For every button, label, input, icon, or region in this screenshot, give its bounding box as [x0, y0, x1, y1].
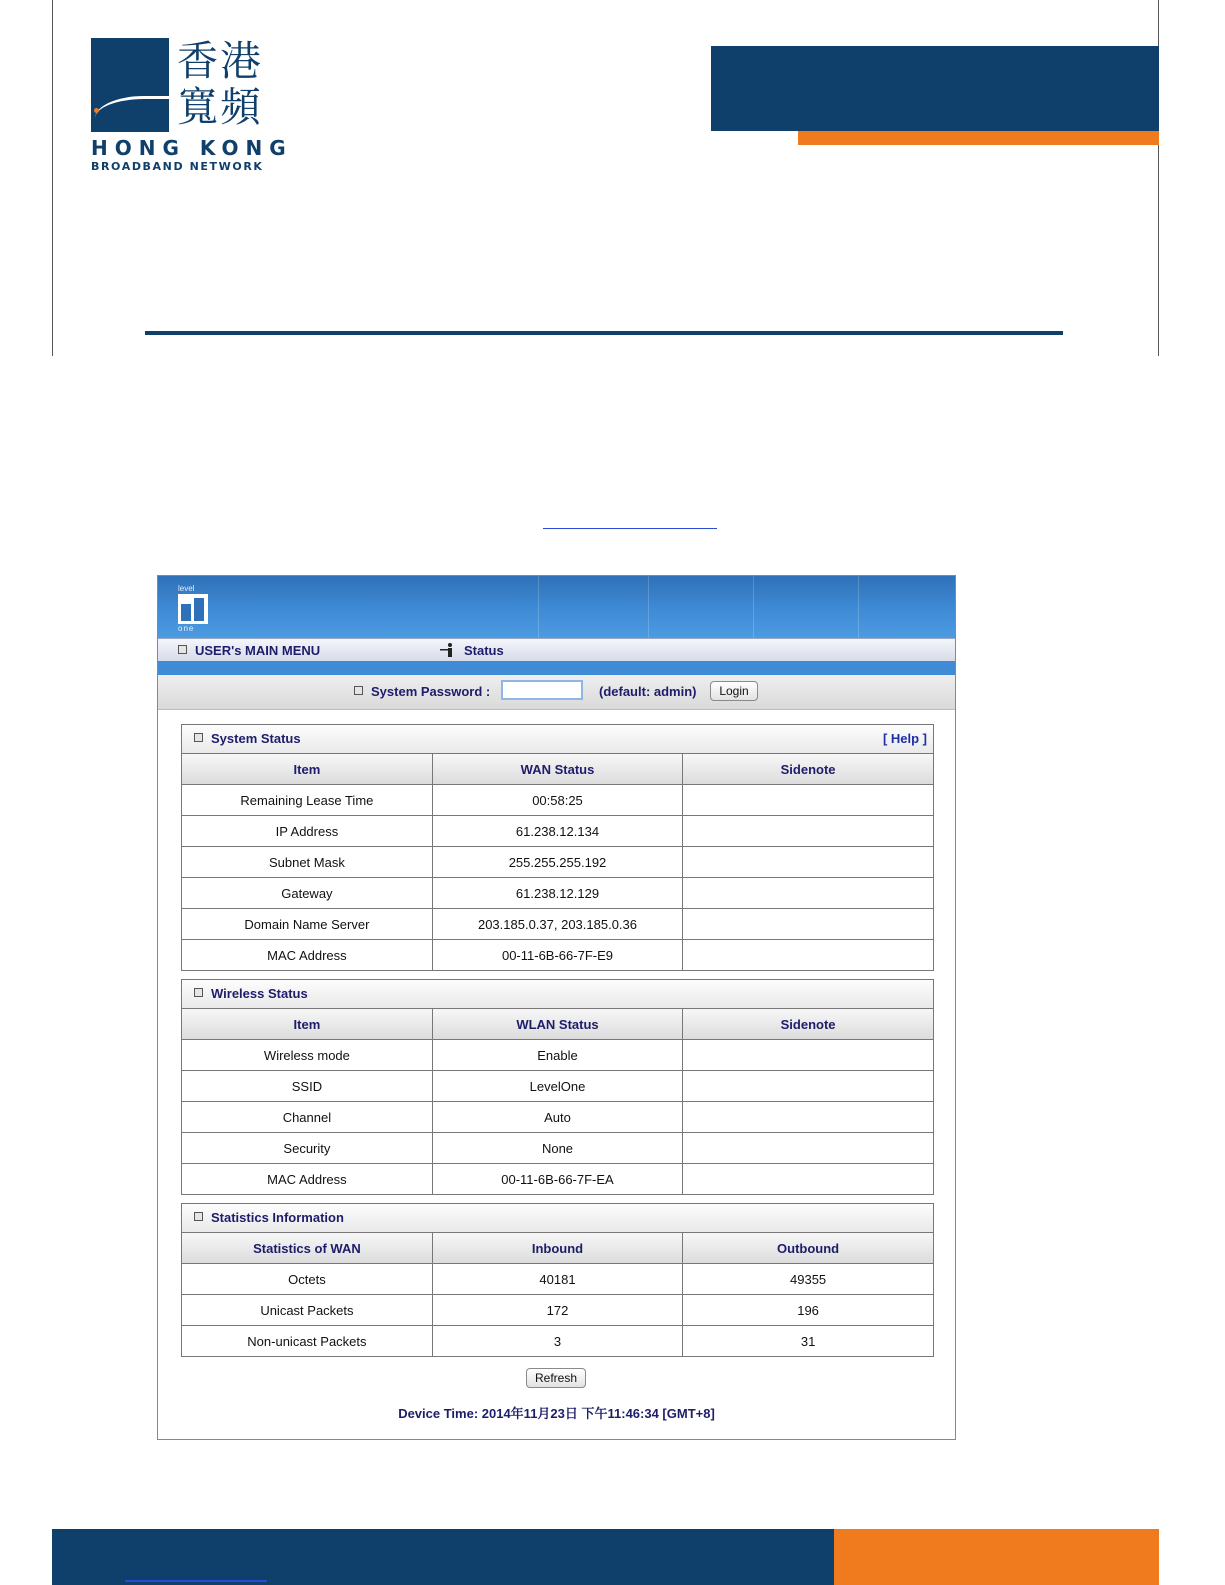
- table-cell: 00-11-6B-66-7F-EA: [432, 1164, 682, 1195]
- logo-chinese-line1: 香港: [177, 37, 263, 85]
- default-password-hint: (default: admin): [599, 684, 697, 699]
- footer-band-blue: [52, 1529, 834, 1585]
- login-button[interactable]: Login: [710, 681, 758, 701]
- bullet-icon: [194, 988, 203, 997]
- table-cell: MAC Address: [182, 1164, 432, 1195]
- logo-mark: [91, 38, 169, 132]
- header-band-orange: [798, 131, 1159, 145]
- table-cell: 203.185.0.37, 203.185.0.36: [432, 909, 682, 940]
- bullet-icon: [354, 686, 363, 695]
- table-row: [182, 816, 933, 847]
- table-cell: [683, 1040, 933, 1071]
- table-cell: 31: [683, 1326, 933, 1357]
- table-row: [182, 940, 933, 971]
- router-header: [158, 576, 955, 638]
- logo-chinese-line2: 寬頻: [177, 83, 263, 131]
- footer-link-underline[interactable]: [125, 1580, 267, 1582]
- main-menu-label: USER's MAIN MENU: [195, 643, 321, 658]
- table-cell: None: [432, 1133, 682, 1164]
- table-cell: 172: [432, 1295, 682, 1326]
- main-menu-link[interactable]: [178, 643, 320, 658]
- logo-swoosh: [95, 96, 169, 132]
- table-cell: 196: [683, 1295, 933, 1326]
- table-cell: LevelOne: [432, 1071, 682, 1102]
- logo-english-line2: BROADBAND NETWORK: [91, 160, 264, 173]
- system-status-header: [182, 725, 933, 754]
- system-status-title: [194, 731, 301, 746]
- table-cell: Wireless mode: [182, 1040, 432, 1071]
- column-header: WAN Status: [432, 754, 682, 785]
- table-row: [182, 1040, 933, 1071]
- system-status-table: [182, 754, 933, 970]
- table-cell: [683, 1102, 933, 1133]
- table-cell: Subnet Mask: [182, 847, 432, 878]
- levelone-logo-top: level: [178, 584, 195, 593]
- table-header-row: [182, 754, 933, 785]
- table-row: [182, 1295, 933, 1326]
- wireless-status-table: [182, 1009, 933, 1194]
- device-time: Device Time: 2014年11月23日 下午11:46:34 [GMT+8]: [398, 1406, 715, 1421]
- table-cell: [683, 878, 933, 909]
- levelone-logo-mark: [178, 594, 208, 624]
- refresh-button[interactable]: Refresh: [526, 1368, 586, 1388]
- person-icon: [438, 643, 456, 657]
- table-cell: 00-11-6B-66-7F-E9: [432, 940, 682, 971]
- table-cell: 40181: [432, 1264, 682, 1295]
- table-cell: [683, 940, 933, 971]
- statistics-title: [194, 1210, 344, 1225]
- login-bar: [158, 675, 955, 710]
- table-cell: [683, 785, 933, 816]
- table-cell: Unicast Packets: [182, 1295, 432, 1326]
- column-header: Sidenote: [683, 754, 933, 785]
- table-cell: Gateway: [182, 878, 432, 909]
- column-header: Sidenote: [683, 1009, 933, 1040]
- table-row: [182, 847, 933, 878]
- table-cell: 61.238.12.129: [432, 878, 682, 909]
- router-blue-band: [158, 661, 955, 675]
- table-cell: [683, 847, 933, 878]
- table-cell: [683, 1071, 933, 1102]
- table-row: [182, 1164, 933, 1195]
- table-cell: Domain Name Server: [182, 909, 432, 940]
- table-cell: Channel: [182, 1102, 432, 1133]
- statistics-header: [182, 1204, 933, 1233]
- system-status-panel: [181, 724, 934, 971]
- table-cell: Octets: [182, 1264, 432, 1295]
- table-header-row: [182, 1233, 933, 1264]
- column-header: Statistics of WAN: [182, 1233, 432, 1264]
- levelone-logo-bottom: one: [178, 624, 195, 633]
- help-link[interactable]: [ Help ]: [882, 731, 927, 746]
- hyperlink-underline[interactable]: [543, 528, 717, 529]
- table-cell: SSID: [182, 1071, 432, 1102]
- table-row: [182, 1102, 933, 1133]
- header-stripe: [538, 576, 539, 638]
- page-frame-left: [52, 0, 53, 356]
- table-cell: Security: [182, 1133, 432, 1164]
- table-cell: [683, 816, 933, 847]
- table-cell: [683, 1133, 933, 1164]
- logo-chinese: [177, 38, 272, 130]
- statistics-table: [182, 1233, 933, 1356]
- table-cell: [683, 909, 933, 940]
- header-stripe: [753, 576, 754, 638]
- column-header: WLAN Status: [432, 1009, 682, 1040]
- system-password-input[interactable]: [501, 680, 583, 700]
- statistics-panel: [181, 1203, 934, 1357]
- statistics-title-text: Statistics Information: [211, 1210, 344, 1225]
- table-cell: Non-unicast Packets: [182, 1326, 432, 1357]
- table-cell: MAC Address: [182, 940, 432, 971]
- table-header-row: [182, 1009, 933, 1040]
- footer-band-orange: [834, 1529, 1159, 1585]
- column-header: Outbound: [683, 1233, 933, 1264]
- bullet-icon: [194, 733, 203, 742]
- column-header: Item: [182, 1009, 432, 1040]
- logo-english-line1: HONG KONG: [91, 136, 293, 160]
- table-row: [182, 909, 933, 940]
- table-cell: 3: [432, 1326, 682, 1357]
- wireless-status-title: [194, 986, 308, 1001]
- table-cell: Remaining Lease Time: [182, 785, 432, 816]
- hkbn-logo: [91, 37, 293, 178]
- table-cell: Auto: [432, 1102, 682, 1133]
- header-stripe: [648, 576, 649, 638]
- table-row: [182, 1071, 933, 1102]
- table-cell: 00:58:25: [432, 785, 682, 816]
- status-nav[interactable]: [438, 643, 504, 658]
- levelone-logo: [176, 584, 212, 632]
- table-cell: 61.238.12.134: [432, 816, 682, 847]
- status-label: Status: [464, 643, 504, 658]
- header-rule: [145, 331, 1063, 335]
- column-header: Item: [182, 754, 432, 785]
- router-status-screenshot: [157, 575, 956, 1440]
- bullet-icon: [178, 645, 187, 654]
- bullet-icon: [194, 1212, 203, 1221]
- router-menu-bar: [158, 638, 955, 662]
- system-status-title-text: System Status: [211, 731, 301, 746]
- table-cell: Enable: [432, 1040, 682, 1071]
- wireless-status-title-text: Wireless Status: [211, 986, 308, 1001]
- table-row: [182, 1326, 933, 1357]
- password-label: [354, 684, 490, 699]
- header-band-blue: [711, 46, 1159, 131]
- wireless-status-panel: [181, 979, 934, 1195]
- wireless-status-header: [182, 980, 933, 1009]
- table-cell: 49355: [683, 1264, 933, 1295]
- table-row: [182, 785, 933, 816]
- password-label-text: System Password :: [371, 684, 491, 699]
- table-row: [182, 1133, 933, 1164]
- table-cell: IP Address: [182, 816, 432, 847]
- table-row: [182, 878, 933, 909]
- table-cell: 255.255.255.192: [432, 847, 682, 878]
- logo-dot: [94, 108, 99, 113]
- header-stripe: [858, 576, 859, 638]
- table-row: [182, 1264, 933, 1295]
- table-cell: [683, 1164, 933, 1195]
- column-header: Inbound: [432, 1233, 682, 1264]
